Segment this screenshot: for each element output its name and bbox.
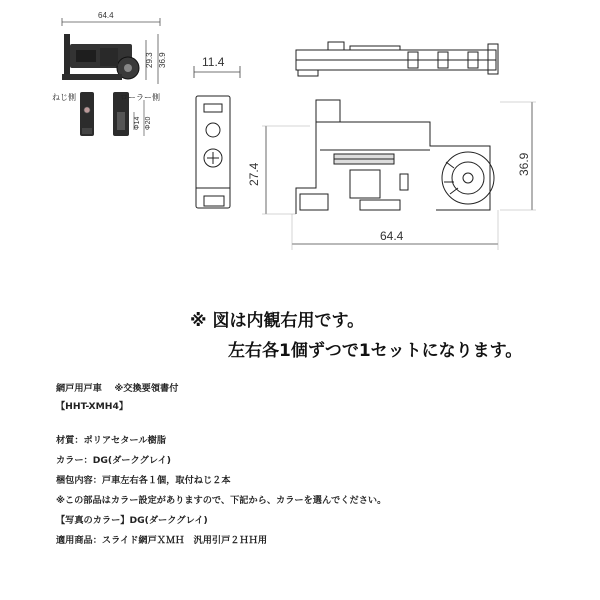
photo-part-side-view bbox=[62, 34, 139, 80]
spec-material: 材質：ポリアセタール樹脂 bbox=[56, 435, 166, 446]
photo-reference bbox=[0, 0, 170, 150]
note-line-1: ※ 図は内観右用です。 bbox=[190, 311, 365, 331]
front-thickness-dim: 11.4 bbox=[202, 55, 225, 69]
spec-package-contents: 梱包内容：戸車左右各１個，取付ねじ２本 bbox=[56, 475, 231, 486]
note-line-2: 左右各1個ずつで1セットになります。 bbox=[228, 341, 523, 361]
spec-color: カラー：DG(ダークグレイ) bbox=[56, 455, 171, 466]
spec-color-note: ※この部品はカラー設定がありますので、下記から、カラーを選んでください。 bbox=[56, 495, 387, 506]
spec-applicable-products: 適用商品：スライド網戸ＸＭＨ 汎用引戸２ＨＨ用 bbox=[56, 535, 268, 546]
photo-reference-svg bbox=[0, 0, 170, 150]
side-inner-height-dim: 27.4 bbox=[247, 162, 261, 186]
photo-inner-height-dim: 29.3 bbox=[145, 52, 154, 68]
photo-label-screw-side: ねじ側 bbox=[52, 93, 76, 102]
photo-part-screw-side bbox=[80, 92, 94, 136]
photo-label-roller-side: ローラー側 bbox=[120, 93, 160, 102]
top-view-drawing bbox=[288, 36, 508, 86]
spec-photo-color: 【写真のカラー】DG(ダークグレイ) bbox=[56, 515, 208, 526]
photo-width-dim: 64.4 bbox=[98, 11, 114, 20]
spec-product-name: 網戸用戸車 ※交換要領書付 bbox=[56, 383, 179, 394]
side-view-part bbox=[296, 100, 494, 214]
side-view-svg bbox=[240, 90, 540, 260]
photo-phi14-dim: Φ14 bbox=[134, 116, 141, 130]
side-width-dim: 64.4 bbox=[380, 229, 404, 243]
photo-phi20-dim: Φ20 bbox=[145, 116, 152, 130]
side-view-drawing bbox=[240, 90, 540, 260]
photo-outer-height-dim: 36.9 bbox=[158, 52, 167, 68]
spec-model-number: 【HHT-XMH4】 bbox=[56, 401, 129, 412]
side-outer-height-dim: 36.9 bbox=[517, 152, 531, 176]
top-view-svg bbox=[288, 36, 508, 86]
